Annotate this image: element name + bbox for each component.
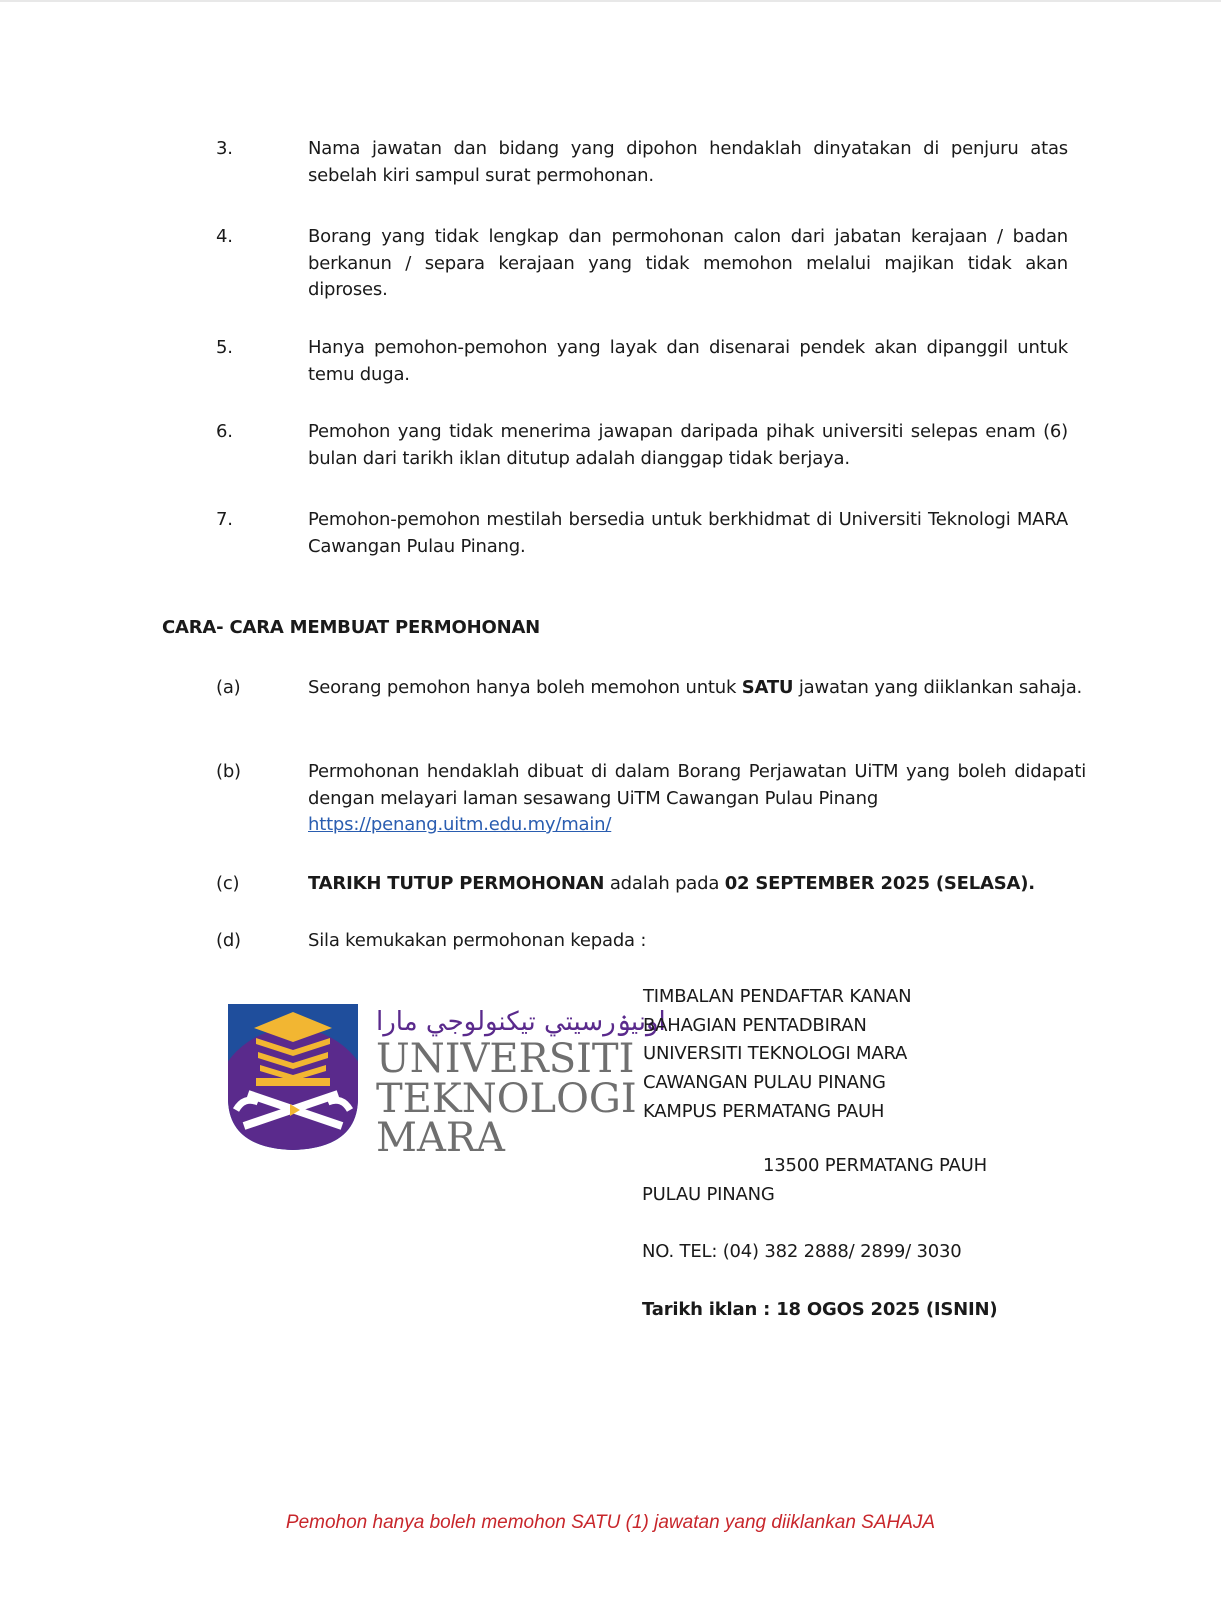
page-top-edge	[0, 0, 1221, 2]
address-line: BAHAGIAN PENTADBIRAN	[643, 1014, 867, 1036]
logo-line-teknologi: TEKNOLOGI	[376, 1076, 637, 1122]
text-segment: Permohonan hendaklah dibuat di dalam Borang Perjawatan UiTM yang boleh didapati dengan melayari laman sesawang UiTM Cawangan Pulau Pinang	[308, 761, 1086, 809]
phone-number: NO. TEL: (04) 382 2888/ 2899/ 3030	[642, 1241, 962, 1262]
address-block	[643, 983, 911, 1127]
item-text	[308, 759, 1086, 839]
item-text: Hanya pemohon-pemohon yang layak dan disenarai pendek akan dipanggil untuk temu duga.	[308, 337, 1068, 385]
text-segment: adalah pada	[604, 873, 725, 894]
section-heading: CARA- CARA MEMBUAT PERMOHONAN	[162, 617, 541, 638]
address-line: TIMBALAN PENDAFTAR KANAN	[643, 986, 912, 1007]
address-line: CAWANGAN PULAU PINANG	[643, 1072, 886, 1094]
item-text: Sila kemukakan permohonan kepada :	[308, 930, 647, 951]
item-number: 3.	[216, 138, 233, 159]
item-number: 6.	[216, 421, 233, 442]
item-number: 5.	[216, 337, 233, 358]
item-text	[308, 675, 1086, 702]
website-link[interactable]: https://penang.uitm.edu.my/main/	[308, 814, 612, 835]
item-number: 4.	[216, 226, 233, 247]
footer-note: Pemohon hanya boleh memohon SATU (1) jawatan yang diiklankan SAHAJA	[285, 1512, 936, 1533]
address-postcode: 13500 PERMATANG PAUH	[763, 1155, 987, 1176]
closing-date-label: TARIKH TUTUP PERMOHONAN	[308, 873, 605, 894]
closing-date-value: 02 SEPTEMBER 2025 (SELASA).	[724, 873, 1035, 894]
address-state: PULAU PINANG	[642, 1184, 775, 1205]
item-text: Pemohon yang tidak menerima jawapan daripada pihak universiti selepas enam (6) bulan dari tarikh iklan ditutup adalah dianggap tidak berjaya.	[308, 421, 1068, 469]
uitm-logo	[226, 998, 666, 1161]
item-text: Nama jawatan dan bidang yang dipohon hendaklah dinyatakan di penjuru atas sebelah kiri sampul surat permohonan.	[308, 138, 1068, 186]
logo-jawi: اونيۏرسيتي تيكنولوجي مارا	[376, 1007, 666, 1037]
address-line: KAMPUS PERMATANG PAUH	[643, 1100, 885, 1122]
text-segment: jawatan yang diiklankan sahaja.	[793, 677, 1083, 698]
item-text: Borang yang tidak lengkap dan permohonan calon dari jabatan kerajaan / badan berkanun / separa kerajaan yang tidak memohon melalui majikan tidak akan diproses.	[308, 226, 1068, 300]
item-label: (c)	[216, 873, 240, 894]
item-label: (a)	[216, 677, 241, 698]
advertisement-date: Tarikh iklan : 18 OGOS 2025 (ISNIN)	[642, 1299, 998, 1320]
item-label: (b)	[216, 761, 241, 782]
item-number: 7.	[216, 509, 233, 530]
item-text	[308, 871, 1086, 898]
logo-line-mara: MARA	[376, 1115, 505, 1161]
address-line: UNIVERSITI TEKNOLOGI MARA	[643, 1043, 908, 1065]
emphasis-satu: SATU	[741, 677, 794, 698]
logo-line-universiti: UNIVERSITI	[376, 1036, 635, 1082]
item-text: Pemohon-pemohon mestilah bersedia untuk berkhidmat di Universiti Teknologi MARA Cawangan Pulau Pinang.	[308, 509, 1068, 557]
item-label: (d)	[216, 930, 241, 951]
uitm-crest-icon	[226, 998, 666, 1161]
text-segment: Seorang pemohon hanya boleh memohon untuk	[308, 677, 742, 698]
